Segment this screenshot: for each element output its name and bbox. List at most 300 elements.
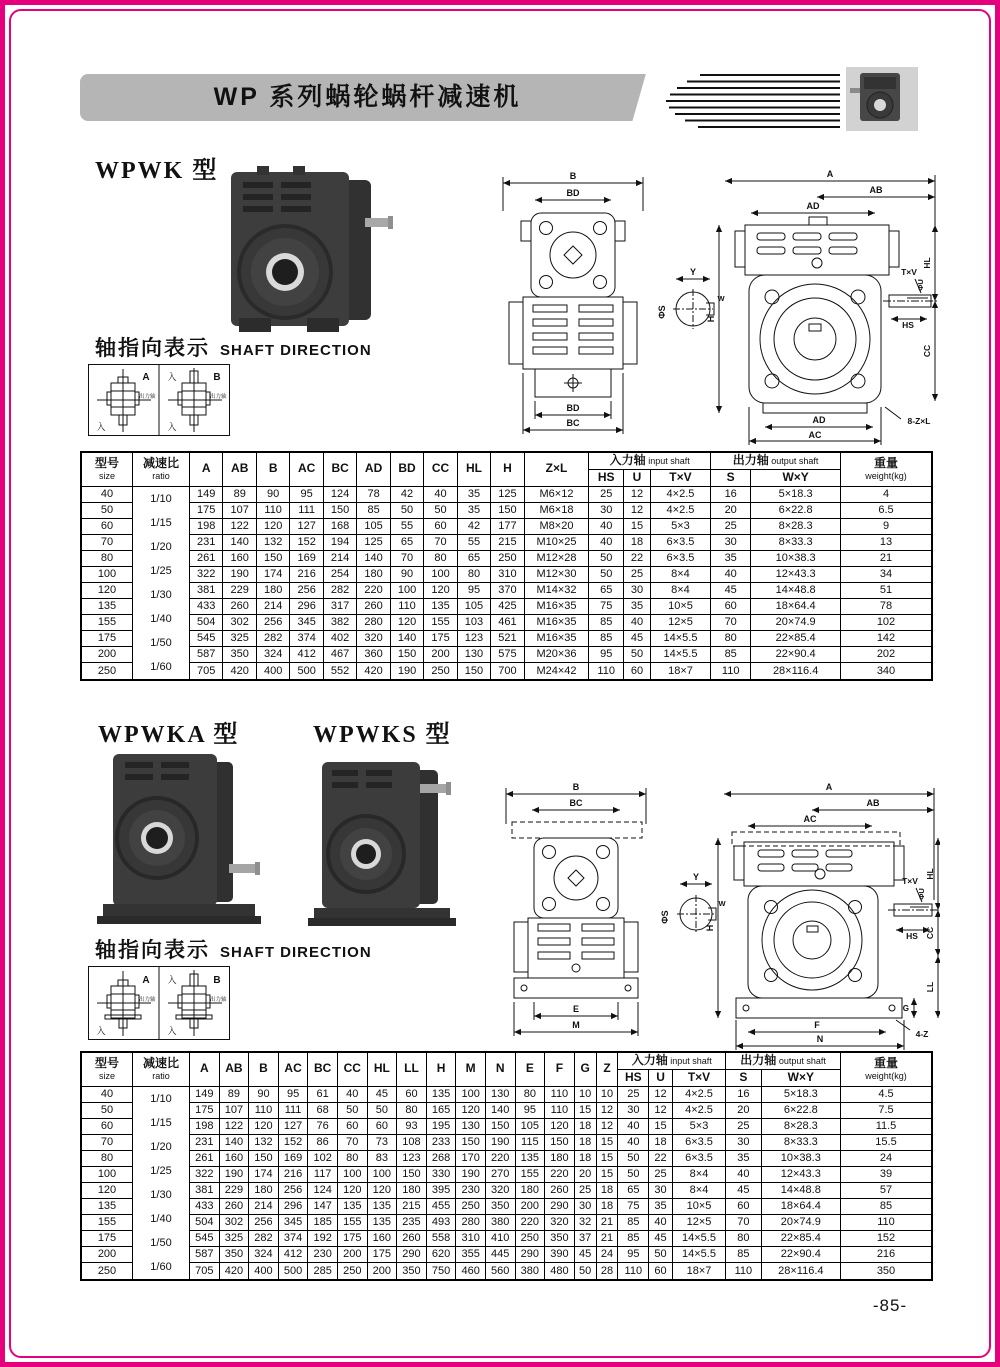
col-header-dim: B xyxy=(249,1052,279,1086)
cell-value: 370 xyxy=(491,583,524,599)
cell-value: 12 xyxy=(596,1118,618,1134)
wpwk-photo xyxy=(205,166,395,334)
cell-value: 374 xyxy=(290,631,323,647)
cell-value: 8×28.3 xyxy=(751,518,841,534)
cell-value: 125 xyxy=(357,534,390,550)
cell-value: 317 xyxy=(323,599,356,615)
cell-value: 130 xyxy=(485,1086,515,1102)
cell-weight: 39 xyxy=(841,1166,933,1182)
cell-value: 105 xyxy=(457,599,490,615)
cell-value: 10×38.3 xyxy=(751,550,841,566)
cell-value: 12 xyxy=(624,502,651,518)
cell-value: 460 xyxy=(456,1263,486,1280)
cell-value: 95 xyxy=(618,1247,649,1263)
cell-value: 70 xyxy=(424,534,457,550)
cell-value: 10 xyxy=(574,1086,596,1102)
cell-value: 282 xyxy=(323,583,356,599)
cell-value: 28 xyxy=(596,1263,618,1280)
cell-value: 18×7 xyxy=(650,663,710,680)
cell-value: 150 xyxy=(323,502,356,518)
cell-value: 175 xyxy=(424,631,457,647)
cell-weight: 142 xyxy=(841,631,933,647)
dim-bc: BC xyxy=(569,798,583,808)
cell-value: 6×3.5 xyxy=(650,550,710,566)
cell-value: 110 xyxy=(249,1102,279,1118)
cell-value: 200 xyxy=(515,1199,545,1215)
cell-value: 169 xyxy=(290,550,323,566)
cell-value: 20 xyxy=(711,502,751,518)
cell-value: 177 xyxy=(491,518,524,534)
col-header-dim: AC xyxy=(290,452,323,486)
cell-value: 22 xyxy=(624,550,651,566)
cell-value: 180 xyxy=(256,583,289,599)
spec-row xyxy=(81,502,932,518)
spec-row xyxy=(81,486,932,502)
cell-value: 10×38.3 xyxy=(761,1150,840,1166)
wpwk-heading: WPWK 型 xyxy=(95,158,219,184)
cell-value: 216 xyxy=(278,1166,308,1182)
cell-value: 120 xyxy=(424,583,457,599)
dim-ad-bottom: AD xyxy=(812,415,826,425)
cell-value: 467 xyxy=(323,647,356,663)
cell-value: 70 xyxy=(711,615,751,631)
cell-value: 214 xyxy=(256,599,289,615)
cell-value: 120 xyxy=(249,1118,279,1134)
cell-value: 545 xyxy=(190,631,223,647)
col-header-dim: Z xyxy=(596,1052,618,1086)
cell-value: 412 xyxy=(278,1247,308,1263)
cell-value: 100 xyxy=(424,566,457,582)
cell-value: 135 xyxy=(337,1199,367,1215)
cell-value: 390 xyxy=(545,1247,575,1263)
cell-value: 14×5.5 xyxy=(650,647,710,663)
cell-value: 400 xyxy=(249,1263,279,1280)
spec-row xyxy=(81,534,932,550)
cell-value: 130 xyxy=(457,647,490,663)
cell-value: 282 xyxy=(249,1231,279,1247)
cell-value: 147 xyxy=(308,1199,338,1215)
cell-value: 350 xyxy=(223,647,256,663)
dim-bc: BC xyxy=(566,418,580,428)
cell-value: 60 xyxy=(649,1263,673,1280)
col-header-sub: T×V xyxy=(650,469,710,486)
cell-value: 155 xyxy=(515,1166,545,1182)
cell-value: 25 xyxy=(624,566,651,582)
dim-h: H xyxy=(705,924,715,932)
cell-value: 200 xyxy=(367,1263,397,1280)
cell-size: 50 xyxy=(81,1102,133,1118)
col-header-dim: LL xyxy=(397,1052,427,1086)
cell-value: 587 xyxy=(190,1247,220,1263)
cell-value: 25 xyxy=(618,1086,649,1102)
dim-m: M xyxy=(572,1020,580,1030)
cell-value: 400 xyxy=(256,663,289,680)
cell-value: 180 xyxy=(515,1183,545,1199)
cell-value: 50 xyxy=(618,1166,649,1182)
spec-row xyxy=(81,1102,932,1118)
cell-value: M20×36 xyxy=(524,647,589,663)
dim-y: Y xyxy=(692,872,700,882)
cell-value: 395 xyxy=(426,1183,456,1199)
cell-value: 110 xyxy=(711,663,751,680)
cell-value: 35 xyxy=(624,599,651,615)
cell-value: 18 xyxy=(596,1183,618,1199)
cell-value: 149 xyxy=(190,486,223,502)
cell-size: 80 xyxy=(81,1150,133,1166)
cell-value: 127 xyxy=(278,1118,308,1134)
cell-value: 150 xyxy=(491,502,524,518)
cell-value: 282 xyxy=(256,631,289,647)
cell-value: 381 xyxy=(190,583,223,599)
cell-value: 380 xyxy=(485,1215,515,1231)
input-mark: 入 xyxy=(167,975,177,985)
cell-value: 45 xyxy=(574,1247,596,1263)
dim-bd-bottom: BD xyxy=(566,403,580,413)
cell-weight: 24 xyxy=(841,1150,933,1166)
cell-value: 100 xyxy=(456,1086,486,1102)
cell-value: 78 xyxy=(357,486,390,502)
cell-weight: 6.5 xyxy=(841,502,933,518)
cell-value: 40 xyxy=(618,1118,649,1134)
dim-hs: HS xyxy=(902,320,914,330)
cell-value: 140 xyxy=(219,1134,249,1150)
cell-value: 35 xyxy=(726,1150,761,1166)
wpwka-photo xyxy=(95,746,275,936)
cell-value: 152 xyxy=(278,1134,308,1150)
cell-weight: 21 xyxy=(841,550,933,566)
cell-value: 105 xyxy=(357,518,390,534)
cell-value: 102 xyxy=(308,1150,338,1166)
cell-value: 135 xyxy=(424,599,457,615)
cell-value: 160 xyxy=(367,1231,397,1247)
cell-value: 382 xyxy=(323,615,356,631)
cell-weight: 34 xyxy=(841,566,933,582)
col-header-dim: H xyxy=(426,1052,456,1086)
cell-value: 85 xyxy=(618,1231,649,1247)
cell-value: 21 xyxy=(596,1231,618,1247)
cell-value: 50 xyxy=(649,1247,673,1263)
cell-value: 85 xyxy=(357,502,390,518)
cell-value: 22×90.4 xyxy=(751,647,841,663)
cell-value: 260 xyxy=(223,599,256,615)
cell-value: M14×32 xyxy=(524,583,589,599)
cell-value: 22×90.4 xyxy=(761,1247,840,1263)
cell-value: 25 xyxy=(726,1118,761,1134)
dim-cc: CC xyxy=(922,344,932,358)
cell-value: M6×18 xyxy=(524,502,589,518)
cell-value: 20×74.9 xyxy=(751,615,841,631)
cell-value: 250 xyxy=(491,550,524,566)
cell-value: 15 xyxy=(649,1118,673,1134)
cell-value: 35 xyxy=(649,1199,673,1215)
cell-size: 40 xyxy=(81,1086,133,1102)
cell-value: 37 xyxy=(574,1231,596,1247)
dim-ac: AC xyxy=(808,430,822,440)
cell-value: 85 xyxy=(711,647,751,663)
cell-value: 83 xyxy=(367,1150,397,1166)
cell-value: 40 xyxy=(649,1215,673,1231)
cell-value: 70 xyxy=(726,1215,761,1231)
cell-value: 700 xyxy=(491,663,524,680)
cell-value: 108 xyxy=(397,1134,427,1150)
col-header-dim: HL xyxy=(457,452,490,486)
cell-value: 14×5.5 xyxy=(650,631,710,647)
cell-value: 175 xyxy=(337,1231,367,1247)
cell-value: 705 xyxy=(190,663,223,680)
cell-value: 455 xyxy=(426,1199,456,1215)
cell-value: 80 xyxy=(397,1102,427,1118)
cell-value: M24×42 xyxy=(524,663,589,680)
cell-value: 302 xyxy=(219,1215,249,1231)
dim-bolts: 8-Z×L xyxy=(907,416,931,426)
shaft-direction-title xyxy=(95,332,372,362)
cell-size: 250 xyxy=(81,1263,133,1280)
cell-weight: 85 xyxy=(841,1199,933,1215)
col-header-dim: N xyxy=(485,1052,515,1086)
cell-value: 123 xyxy=(457,631,490,647)
input-mark: 入 xyxy=(96,422,106,432)
cell-size: 50 xyxy=(81,502,133,518)
cell-value: 95 xyxy=(457,583,490,599)
cell-value: 552 xyxy=(323,663,356,680)
cell-value: 160 xyxy=(223,550,256,566)
cell-value: 60 xyxy=(711,599,751,615)
cell-value: 20 xyxy=(574,1166,596,1182)
ratio-value: 1/50 xyxy=(150,1236,172,1249)
cell-value: 190 xyxy=(485,1134,515,1150)
cell-value: 230 xyxy=(456,1183,486,1199)
cell-value: M16×35 xyxy=(524,615,589,631)
cell-value: 235 xyxy=(397,1215,427,1231)
cell-value: 70 xyxy=(390,550,423,566)
shaft-note: 出力轴 xyxy=(210,394,227,400)
spec-row xyxy=(81,615,932,631)
col-header-dim: AB xyxy=(223,452,256,486)
cell-value: 185 xyxy=(308,1215,338,1231)
cell-value: 200 xyxy=(337,1247,367,1263)
cell-value: 89 xyxy=(219,1086,249,1102)
col-header-dim: HL xyxy=(367,1052,397,1086)
ratio-value: 1/30 xyxy=(150,1188,172,1201)
cell-value: 750 xyxy=(426,1263,456,1280)
cell-value: 256 xyxy=(290,583,323,599)
cell-value: 250 xyxy=(337,1263,367,1280)
cell-value: 120 xyxy=(545,1118,575,1134)
ratio-value: 1/20 xyxy=(150,1140,172,1153)
cell-value: 80 xyxy=(711,631,751,647)
shaft-direction-title-en: SHAFT DIRECTION xyxy=(220,944,372,961)
dim-hs: HS xyxy=(906,931,918,941)
cell-value: 174 xyxy=(256,566,289,582)
cell-size: 80 xyxy=(81,550,133,566)
cell-value: 150 xyxy=(249,1150,279,1166)
input-mark: 入 xyxy=(96,1026,106,1036)
dim-b: B xyxy=(572,782,580,792)
wpwks-heading: WPWKS 型 xyxy=(313,722,452,748)
cell-value: 4×2.5 xyxy=(650,486,710,502)
cell-value: 85 xyxy=(618,1215,649,1231)
cell-value: 45 xyxy=(649,1231,673,1247)
cell-value: 350 xyxy=(397,1263,427,1280)
cell-value: 12 xyxy=(624,486,651,502)
cell-value: 18 xyxy=(649,1134,673,1150)
cell-value: 30 xyxy=(649,1183,673,1199)
cell-value: 86 xyxy=(308,1134,338,1150)
cell-value: 120 xyxy=(367,1183,397,1199)
cell-value: 402 xyxy=(323,631,356,647)
cell-value: 15 xyxy=(596,1150,618,1166)
cell-value: 18 xyxy=(624,534,651,550)
cell-value: 111 xyxy=(290,502,323,518)
cell-value: 8×33.3 xyxy=(751,534,841,550)
col-header-dim: BC xyxy=(323,452,356,486)
cell-value: 381 xyxy=(190,1183,220,1199)
cell-value: 215 xyxy=(397,1199,427,1215)
cell-value: 6×3.5 xyxy=(672,1150,725,1166)
cell-size: 100 xyxy=(81,1166,133,1182)
cell-value: 322 xyxy=(190,566,223,582)
cell-value: 110 xyxy=(618,1263,649,1280)
cell-value: 73 xyxy=(367,1134,397,1150)
cell-value: 229 xyxy=(219,1183,249,1199)
cell-value: 256 xyxy=(278,1183,308,1199)
cell-value: 40 xyxy=(337,1086,367,1102)
cell-value: 80 xyxy=(515,1086,545,1102)
dim-bolts: 4-Z xyxy=(915,1029,929,1039)
cell-value: 256 xyxy=(249,1215,279,1231)
cell-value: 152 xyxy=(290,534,323,550)
cell-value: 16 xyxy=(711,486,751,502)
col-header: 减速比 ratio xyxy=(133,1052,190,1086)
shaft-note: 出力轴 xyxy=(139,394,156,400)
cell-a-label: A xyxy=(142,372,150,383)
cell-value: 150 xyxy=(256,550,289,566)
dim-txv: T×V xyxy=(901,267,917,277)
col-header-dim: AB xyxy=(219,1052,249,1086)
cell-weight: 4 xyxy=(841,486,933,502)
cell-value: 140 xyxy=(390,631,423,647)
cell-value: 198 xyxy=(190,518,223,534)
cell-value: 45 xyxy=(711,583,751,599)
cell-weight: 340 xyxy=(841,663,933,680)
cell-value: 120 xyxy=(390,615,423,631)
cell-value: 575 xyxy=(491,647,524,663)
cell-ratio xyxy=(133,1086,190,1280)
cell-value: 68 xyxy=(308,1102,338,1118)
cell-weight: 78 xyxy=(841,599,933,615)
cell-value: 325 xyxy=(219,1231,249,1247)
cell-value: 35 xyxy=(711,550,751,566)
dim-n: N xyxy=(816,1034,824,1044)
cell-value: 310 xyxy=(456,1231,486,1247)
col-header-dim: M xyxy=(456,1052,486,1086)
spec-row xyxy=(81,1199,932,1215)
cell-value: 40 xyxy=(624,615,651,631)
cell-value: 55 xyxy=(457,534,490,550)
cell-value: 50 xyxy=(589,566,624,582)
cell-value: M16×35 xyxy=(524,631,589,647)
spec-row xyxy=(81,1215,932,1231)
col-header-sub: S xyxy=(726,1069,761,1086)
spec-row xyxy=(81,566,932,582)
cell-value: 65 xyxy=(457,550,490,566)
spec-row xyxy=(81,583,932,599)
cell-value: 5×3 xyxy=(672,1118,725,1134)
cell-value: 8×4 xyxy=(672,1166,725,1182)
cell-value: 80 xyxy=(457,566,490,582)
cell-value: 18×7 xyxy=(672,1263,725,1280)
cell-value: 89 xyxy=(223,486,256,502)
cell-value: 103 xyxy=(457,615,490,631)
spec-row xyxy=(81,518,932,534)
cell-value: 32 xyxy=(574,1215,596,1231)
col-header-sub: W×Y xyxy=(761,1069,840,1086)
cell-value: 60 xyxy=(337,1118,367,1134)
ratio-value: 1/30 xyxy=(150,588,172,601)
cell-value: 120 xyxy=(456,1102,486,1118)
cell-value: 330 xyxy=(426,1166,456,1182)
col-header-dim: B xyxy=(256,452,289,486)
col-header-dim: AC xyxy=(278,1052,308,1086)
cell-value: 14×48.8 xyxy=(761,1183,840,1199)
dim-phi-s: ΦS xyxy=(660,910,670,924)
col-header-dim: A xyxy=(190,1052,220,1086)
cell-value: 25 xyxy=(711,518,751,534)
cell-value: 192 xyxy=(308,1231,338,1247)
cell-value: 231 xyxy=(190,1134,220,1150)
shaft-direction-title-zh: 轴指向表示 xyxy=(95,337,210,360)
dim-w: W xyxy=(717,294,725,303)
cell-value: 35 xyxy=(457,502,490,518)
cell-value: 261 xyxy=(190,550,223,566)
cell-value: 127 xyxy=(290,518,323,534)
cell-value: 260 xyxy=(545,1183,575,1199)
cell-value: 175 xyxy=(190,502,223,518)
cell-value: 150 xyxy=(545,1134,575,1150)
cell-value: 100 xyxy=(367,1166,397,1182)
cell-value: 231 xyxy=(190,534,223,550)
cell-value: 30 xyxy=(574,1199,596,1215)
wpwk-dimension-drawing xyxy=(487,167,939,445)
cell-value: 80 xyxy=(424,550,457,566)
cell-value: 195 xyxy=(426,1118,456,1134)
cell-value: 140 xyxy=(485,1102,515,1118)
ratio-value: 1/50 xyxy=(150,636,172,649)
ratio-value: 1/25 xyxy=(150,564,172,577)
cell-value: 216 xyxy=(290,566,323,582)
cell-value: 95 xyxy=(290,486,323,502)
dim-h: H xyxy=(706,315,716,323)
cell-value: 135 xyxy=(367,1215,397,1231)
cell-value: 130 xyxy=(456,1118,486,1134)
wpwka-dimension-drawing xyxy=(490,780,940,1050)
dim-ad-top: AD xyxy=(806,201,820,211)
cell-value: M8×20 xyxy=(524,518,589,534)
cell-value: 6×3.5 xyxy=(650,534,710,550)
cell-value: 215 xyxy=(491,534,524,550)
cell-value: 60 xyxy=(367,1118,397,1134)
cell-value: 85 xyxy=(589,615,624,631)
cell-value: 40 xyxy=(589,534,624,550)
cell-value: 174 xyxy=(249,1166,279,1182)
cell-value: 310 xyxy=(491,566,524,582)
dim-b: B xyxy=(569,171,577,181)
cell-value: 256 xyxy=(256,615,289,631)
cell-value: 14×5.5 xyxy=(672,1231,725,1247)
cell-value: 21 xyxy=(596,1215,618,1231)
col-header-group: 出力轴 output shaft xyxy=(711,452,841,469)
shaft-note: 出力轴 xyxy=(210,997,227,1003)
